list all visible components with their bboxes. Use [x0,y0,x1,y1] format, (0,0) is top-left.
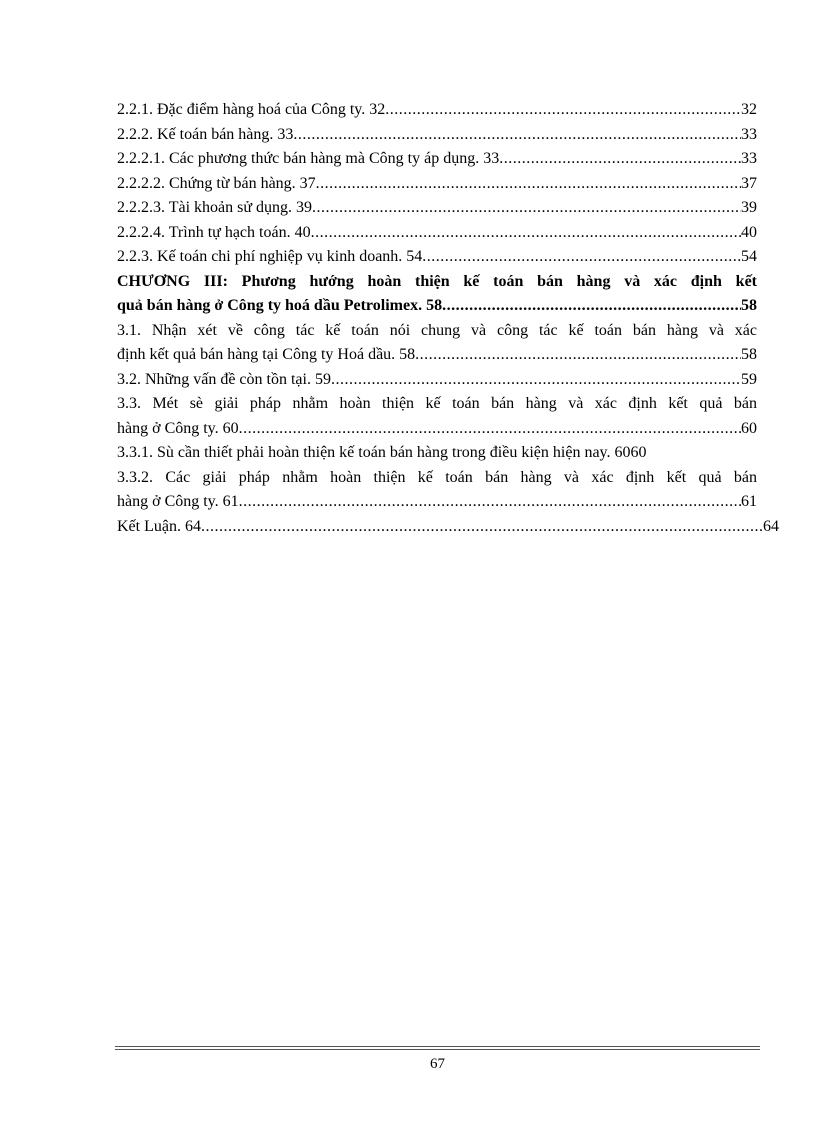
toc-entry[interactable] [117,98,757,123]
toc-entry-line [117,441,757,466]
dot-leader [293,123,741,148]
toc-entry-line [117,221,757,246]
page-footer [115,1046,760,1073]
toc-page-number: 39 [741,199,757,216]
toc-entry-line [117,294,757,319]
toc-entry[interactable] [117,172,757,197]
toc-entry-line [117,368,757,393]
toc-entry[interactable] [117,368,757,393]
toc-page-number: 33 [741,125,757,143]
toc-entry-line [117,343,757,368]
toc-entry-line [117,515,779,540]
toc-entry-line [117,417,757,442]
footer-rule-secondary [115,1049,760,1050]
toc-entry-title: 2.2.2.2. Chứng từ bán hàng. 37 [117,174,316,192]
toc-page-number: 58 [741,297,757,314]
toc-entry-line [117,172,757,197]
toc-entry[interactable] [117,515,779,540]
dot-leader [312,196,741,221]
dot-leader [442,294,741,319]
toc-entry-title: hàng ở Công ty. 61 [117,493,239,510]
toc-entry-line [117,245,757,270]
toc-page-number: 60 [630,444,647,461]
toc-entry-title: hàng ở Công ty. 60 [117,419,239,437]
toc-entry[interactable] [117,392,757,441]
dot-leader [422,245,741,270]
toc-entry-line [117,490,757,515]
toc-page-number: 40 [741,223,757,241]
dot-leader [239,490,741,515]
toc-entry-title: 2.2.2. Kế toán bán hàng. 33 [117,125,294,143]
toc-page-number: 60 [741,419,757,437]
toc-entry-title: 3.3.1. Sù cần thiết phải hoàn thiện kế toán bán hàng trong điều kiện hiện nay. 60 [117,444,631,461]
toc-entry-title: 2.2.2.1. Các phương thức bán hàng mà Công ty áp dụng. 33 [117,150,500,167]
toc-page-number: 32 [741,101,757,118]
toc-entry-line [117,123,757,148]
dot-leader [239,417,741,442]
toc-entry[interactable] [117,441,757,466]
toc-entry-line [117,147,757,172]
toc-entry-title: quả bán hàng ở Công ty hoá dầu Petrolimex. 58 [117,297,443,314]
toc-page-number: 54 [741,248,757,265]
toc-entry-title-line: 3.1. Nhận xét về công tác kế toán nói chung và công tác kế toán bán hàng và xác [117,321,757,339]
toc-entry-line [117,98,757,123]
toc-entry-title: 2.2.3. Kế toán chi phí nghiệp vụ kinh doanh. 54 [117,248,423,265]
toc-page-number: 64 [763,517,779,535]
toc-entry[interactable] [117,466,757,515]
toc-entry[interactable] [117,221,757,246]
dot-leader [415,343,741,368]
toc-page-number: 59 [741,370,757,388]
toc-page-number: 58 [741,346,757,363]
toc-entry[interactable] [117,319,757,368]
toc-entry-title-line: 3.3. Mét sè giải pháp nhằm hoàn thiện kế toán bán hàng và xác định kết quả bán [117,395,757,412]
toc-entry[interactable] [117,270,757,319]
toc-entry-title: 2.2.1. Đặc điểm hàng hoá của Công ty. 32 [117,101,386,118]
dot-leader [316,172,741,197]
toc-page-number: 33 [741,150,757,167]
dot-leader [311,221,741,246]
toc-page-number: 61 [741,493,757,510]
table-of-contents [117,98,779,539]
toc-entry-line [117,196,757,221]
toc-entry-title-line: CHƯƠNG III: Phương hướng hoàn thiện kế toán bán hàng và xác định kết [117,272,757,290]
toc-entry-title: 2.2.2.3. Tài khoản sử dụng. 39 [117,199,313,216]
toc-entry-title: định kết quả bán hàng tại Công ty Hoá dầu. 58 [117,346,416,363]
toc-entry[interactable] [117,196,757,221]
toc-page-number: 37 [741,174,757,192]
page-number: 67 [430,1056,445,1072]
toc-entry-title-line: 3.3.2. Các giải pháp nhằm hoàn thiện kế toán bán hàng và xác định kết quả bán [117,468,757,486]
dot-leader [499,147,741,172]
dot-leader [331,368,741,393]
footer-rule [115,1046,760,1047]
dot-leader [385,98,741,123]
toc-entry-title: 2.2.2.4. Trình tự hạch toán. 40 [117,223,311,241]
toc-entry-title: Kết Luận. 64 [117,517,201,535]
dot-leader [201,515,763,540]
toc-entry[interactable] [117,147,757,172]
toc-entry[interactable] [117,123,757,148]
toc-entry-title: 3.2. Những vấn đề còn tồn tại. 59 [117,370,331,388]
toc-entry[interactable] [117,245,757,270]
